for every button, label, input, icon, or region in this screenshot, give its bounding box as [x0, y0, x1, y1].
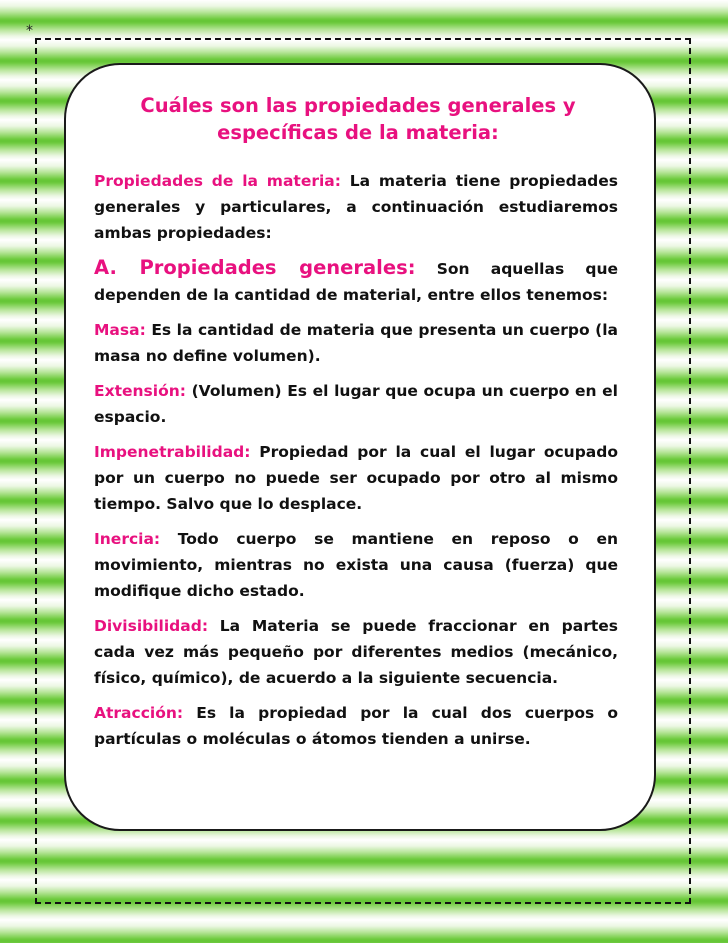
paragraph-text: La materia tiene propiedades generales y particulares, a continuación estudiaremos ambas propiedades: — [94, 172, 618, 242]
paragraph-text: Todo cuerpo se mantiene en reposo o en movimiento, mientras no exista una causa (fuerza) que modifique dicho estado. — [94, 530, 618, 600]
section-heading-term: A. Propiedades generales: — [94, 256, 416, 279]
term-label: Extensión: — [94, 382, 186, 400]
paragraph-extension — [94, 378, 618, 430]
paragraph-text: (Volumen) Es el lugar que ocupa un cuerpo en el espacio. — [94, 382, 618, 426]
paragraph-masa — [94, 317, 618, 369]
title-line-2: específicas de la materia: — [217, 121, 499, 144]
term-label: Impenetrabilidad: — [94, 443, 251, 461]
paragraph-divisibilidad — [94, 613, 618, 691]
paragraph-text: Es la propiedad por la cual dos cuerpos o partículas o moléculas o átomos tienden a unirse. — [94, 704, 618, 748]
paragraph-text: Propiedad por la cual el lugar ocupado por un cuerpo no puede ser ocupado por otro al mismo tiempo. Salvo que lo desplace. — [94, 443, 618, 513]
page-title — [96, 92, 620, 146]
corner-asterisk: * — [26, 23, 33, 39]
paragraph-atraccion — [94, 700, 618, 752]
paragraph-text: Es la cantidad de materia que presenta un cuerpo (la masa no define volumen). — [94, 321, 618, 365]
term-label: Propiedades de la materia: — [94, 172, 341, 190]
term-label: Masa: — [94, 321, 146, 339]
document-body — [94, 168, 618, 761]
paragraph-propiedades-materia — [94, 168, 618, 246]
term-label: Inercia: — [94, 530, 161, 548]
paragraph-text: Son aquellas que dependen de la cantidad de material, entre ellos tenemos: — [94, 260, 619, 304]
paragraph-propiedades-generales — [94, 255, 618, 308]
term-label: Divisibilidad: — [94, 617, 209, 635]
paragraph-impenetrabilidad — [94, 439, 618, 517]
paragraph-inercia — [94, 526, 618, 604]
paragraph-text: La Materia se puede fraccionar en partes cada vez más pequeño por diferentes medios (mecánico, físico, químico), de acuerdo a la siguiente secuencia. — [94, 617, 618, 687]
term-label: Atracción: — [94, 704, 184, 722]
title-line-1: Cuáles son las propiedades generales y — [140, 94, 576, 117]
